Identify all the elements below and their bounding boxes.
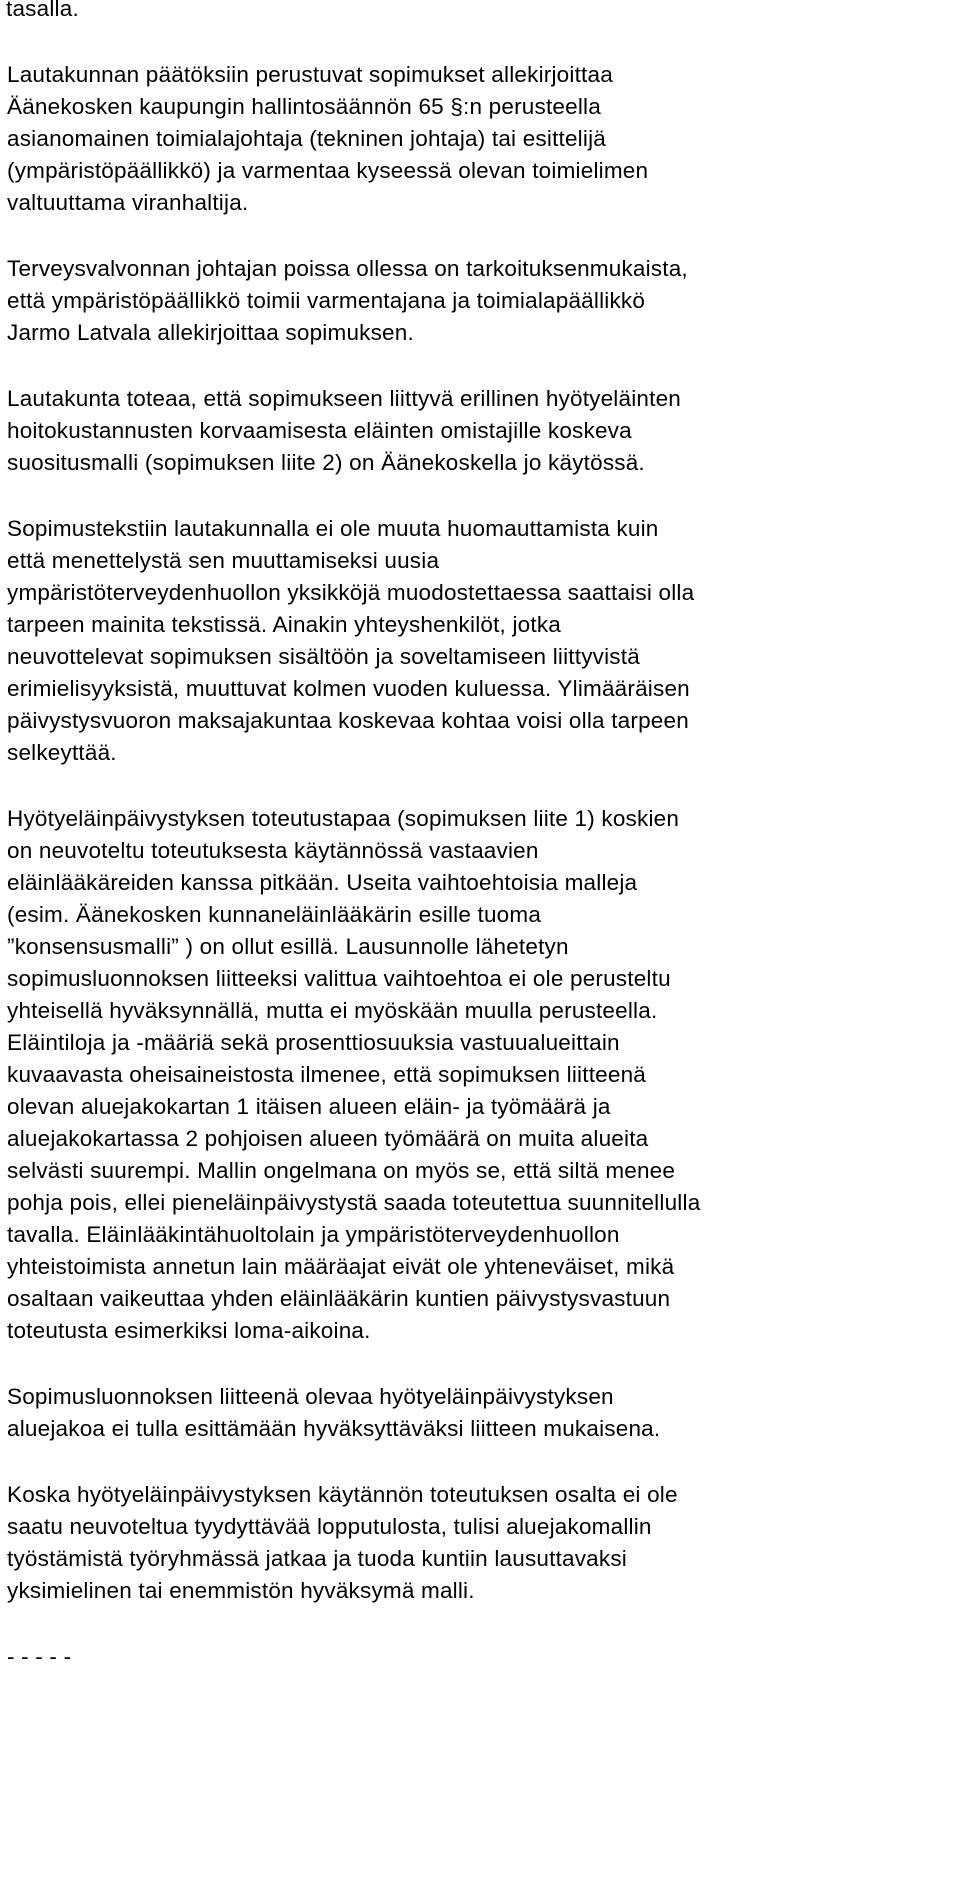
text-line-18: erimielisyyksistä, muuttuvat kolmen vuoden kuluessa. Ylimääräisen [7,676,690,701]
text-line-10: Lautakunta toteaa, että sopimukseen liittyvä erillinen hyötyeläinten [7,386,682,411]
text-line-30: olevan aluejakokartan 1 itäisen alueen eläin- ja työmäärä ja [7,1094,611,1119]
text-line-15: ympäristöterveydenhuollon yksikköjä muodostettaessa saattaisi olla [7,580,695,605]
text-line-6: valtuuttama viranhaltija. [7,190,249,215]
text-line-12: suositusmalli (sopimuksen liite 2) on Äänekoskella jo käytössä. [7,450,645,475]
text-line-33: pohja pois, ellei pieneläinpäivystystä saada toteutettua suunnitellulla [7,1190,701,1215]
text-line-32: selvästi suurempi. Mallin ongelmana on myös se, että siltä menee [7,1158,676,1183]
text-line-11: hoitokustannusten korvaamisesta eläinten omistajille koskeva [7,418,632,443]
text-line-2: Lautakunnan päätöksiin perustuvat sopimukset allekirjoittaa [7,62,613,87]
text-line-19: päivystysvuoron maksajakuntaa koskevaa kohtaa voisi olla tarpeen [7,708,689,733]
text-line-21: Hyötyeläinpäivystyksen toteutustapaa (sopimuksen liite 1) koskien [7,806,680,831]
text-line-27: yhteisellä hyväksynnällä, mutta ei myöskään muulla perusteella. [7,998,658,1023]
text-line-13: Sopimustekstiin lautakunnalla ei ole muuta huomauttamista kuin [7,516,659,541]
text-line-42: työstämistä työryhmässä jatkaa ja tuoda kuntiin lausuttavaksi [7,1546,627,1571]
text-line-8: että ympäristöpäällikkö toimii varmentajana ja toimialapäällikkö [7,288,646,313]
text-line-25: ”konsensusmalli” ) on ollut esillä. Lausunnolle lähetetyn [7,934,569,959]
text-line-14: että menettelystä sen muuttamiseksi uusia [7,548,440,573]
separator-dashes: - - - - - [7,1644,72,1669]
text-line-4: asianomainen toimialajohtaja (tekninen johtaja) tai esittelijä [7,126,606,151]
text-line-5: (ympäristöpäällikkö) ja varmentaa kyseessä olevan toimielimen [7,158,649,183]
text-line-20: selkeyttää. [7,740,117,765]
text-line-37: toteutusta esimerkiksi loma-aikoina. [7,1318,371,1343]
text-line-16: tarpeen mainita tekstissä. Ainakin yhteyshenkilöt, jotka [7,612,561,637]
text-line-29: kuvaavasta oheisaineistosta ilmenee, että sopimuksen liitteenä [7,1062,647,1087]
text-line-38: Sopimusluonnoksen liitteenä olevaa hyötyeläinpäivystyksen [7,1384,614,1409]
text-line-34: tavalla. Eläinlääkintähuoltolain ja ympäristöterveydenhuollon [7,1222,620,1247]
text-line-1: tasalla. [6,0,79,21]
text-line-7: Terveysvalvonnan johtajan poissa ollessa on tarkoituksenmukaista, [7,256,688,281]
text-line-22: on neuvoteltu toteutuksesta käytännössä vastaavien [7,838,539,863]
text-line-24: (esim. Äänekosken kunnaneläinlääkärin esille tuoma [7,902,542,927]
text-line-9: Jarmo Latvala allekirjoittaa sopimuksen. [7,320,414,345]
text-line-28: Eläintiloja ja -määriä sekä prosenttiosuuksia vastuualueittain [7,1030,620,1055]
text-line-3: Äänekosken kaupungin hallintosäännön 65 §:n perusteella [7,94,601,119]
text-line-26: sopimusluonnoksen liitteeksi valittua vaihtoehtoa ei ole perusteltu [7,966,671,991]
text-line-36: osaltaan vaikeuttaa yhden eläinlääkärin kuntien päivystysvastuun [7,1286,671,1311]
text-line-41: saatu neuvoteltua tyydyttävää lopputulosta, tulisi aluejakomallin [7,1514,652,1539]
text-line-23: eläinlääkäreiden kanssa pitkään. Useita vaihtoehtoisia malleja [7,870,638,895]
text-line-17: neuvottelevat sopimuksen sisältöön ja soveltamiseen liittyvistä [7,644,640,669]
text-line-35: yhteistoimista annetun lain määräajat eivät ole yhteneväiset, mikä [7,1254,675,1279]
text-line-39: aluejakoa ei tulla esittämään hyväksyttäväksi liitteen mukaisena. [7,1416,661,1441]
text-line-31: aluejakokartassa 2 pohjoisen alueen työmäärä on muita alueita [7,1126,649,1151]
text-line-43: yksimielinen tai enemmistön hyväksymä malli. [7,1578,475,1603]
text-line-40: Koska hyötyeläinpäivystyksen käytännön toteutuksen osalta ei ole [7,1482,678,1507]
